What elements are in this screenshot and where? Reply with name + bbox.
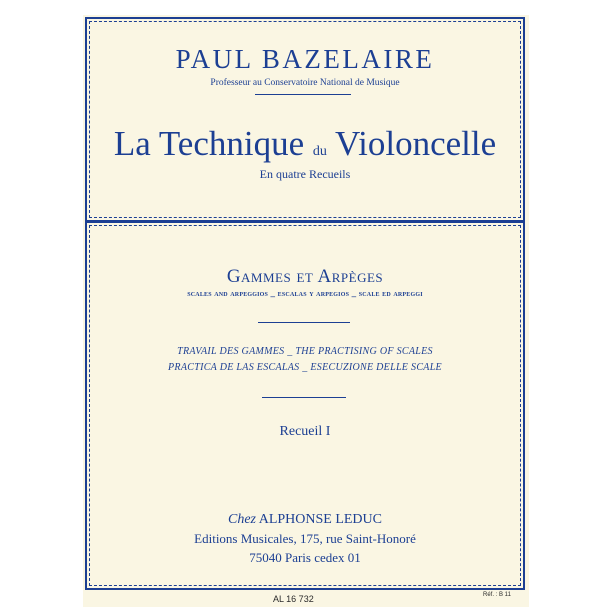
author-subtitle: Professeur au Conservatoire National de Musique [210,78,400,88]
reference-number: Réf. : B 11 [483,592,511,598]
practice-line-2: PRACTICA DE LAS ESCALAS _ ESECUZIONE DELLE SCALE [168,362,442,373]
section-title: Gammes et Arpèges [226,266,384,287]
practice-line-1: TRAVAIL DES GAMMES _ THE PRACTISING OF SCALES [177,346,433,357]
volume-label: Recueil I [279,424,331,439]
publisher-address-2: 75040 Paris cedex 01 [249,550,361,565]
title-part-1: La Technique [113,124,313,163]
publisher-address-1: Editions Musicales, 175, rue Saint-Honoré [194,531,416,546]
section-divider [258,322,350,323]
plate-number: AL 16 732 [273,594,314,604]
title-part-2: Violoncelle [326,124,497,163]
publisher-chez: Chez [227,512,256,527]
publisher-label: ALPHONSE LEDUC [255,512,382,527]
title-du: du [312,144,327,159]
section-subtitle: scales and arpeggios _ escalas y arpegios _ scale ed arpeggi [187,288,423,298]
main-title [85,124,525,164]
collection-label: En quatre Recueils [259,167,351,181]
practice-divider [262,397,346,398]
publisher-name [85,512,525,528]
author-name: PAUL BAZELAIRE [175,44,435,74]
title-divider [255,94,351,95]
